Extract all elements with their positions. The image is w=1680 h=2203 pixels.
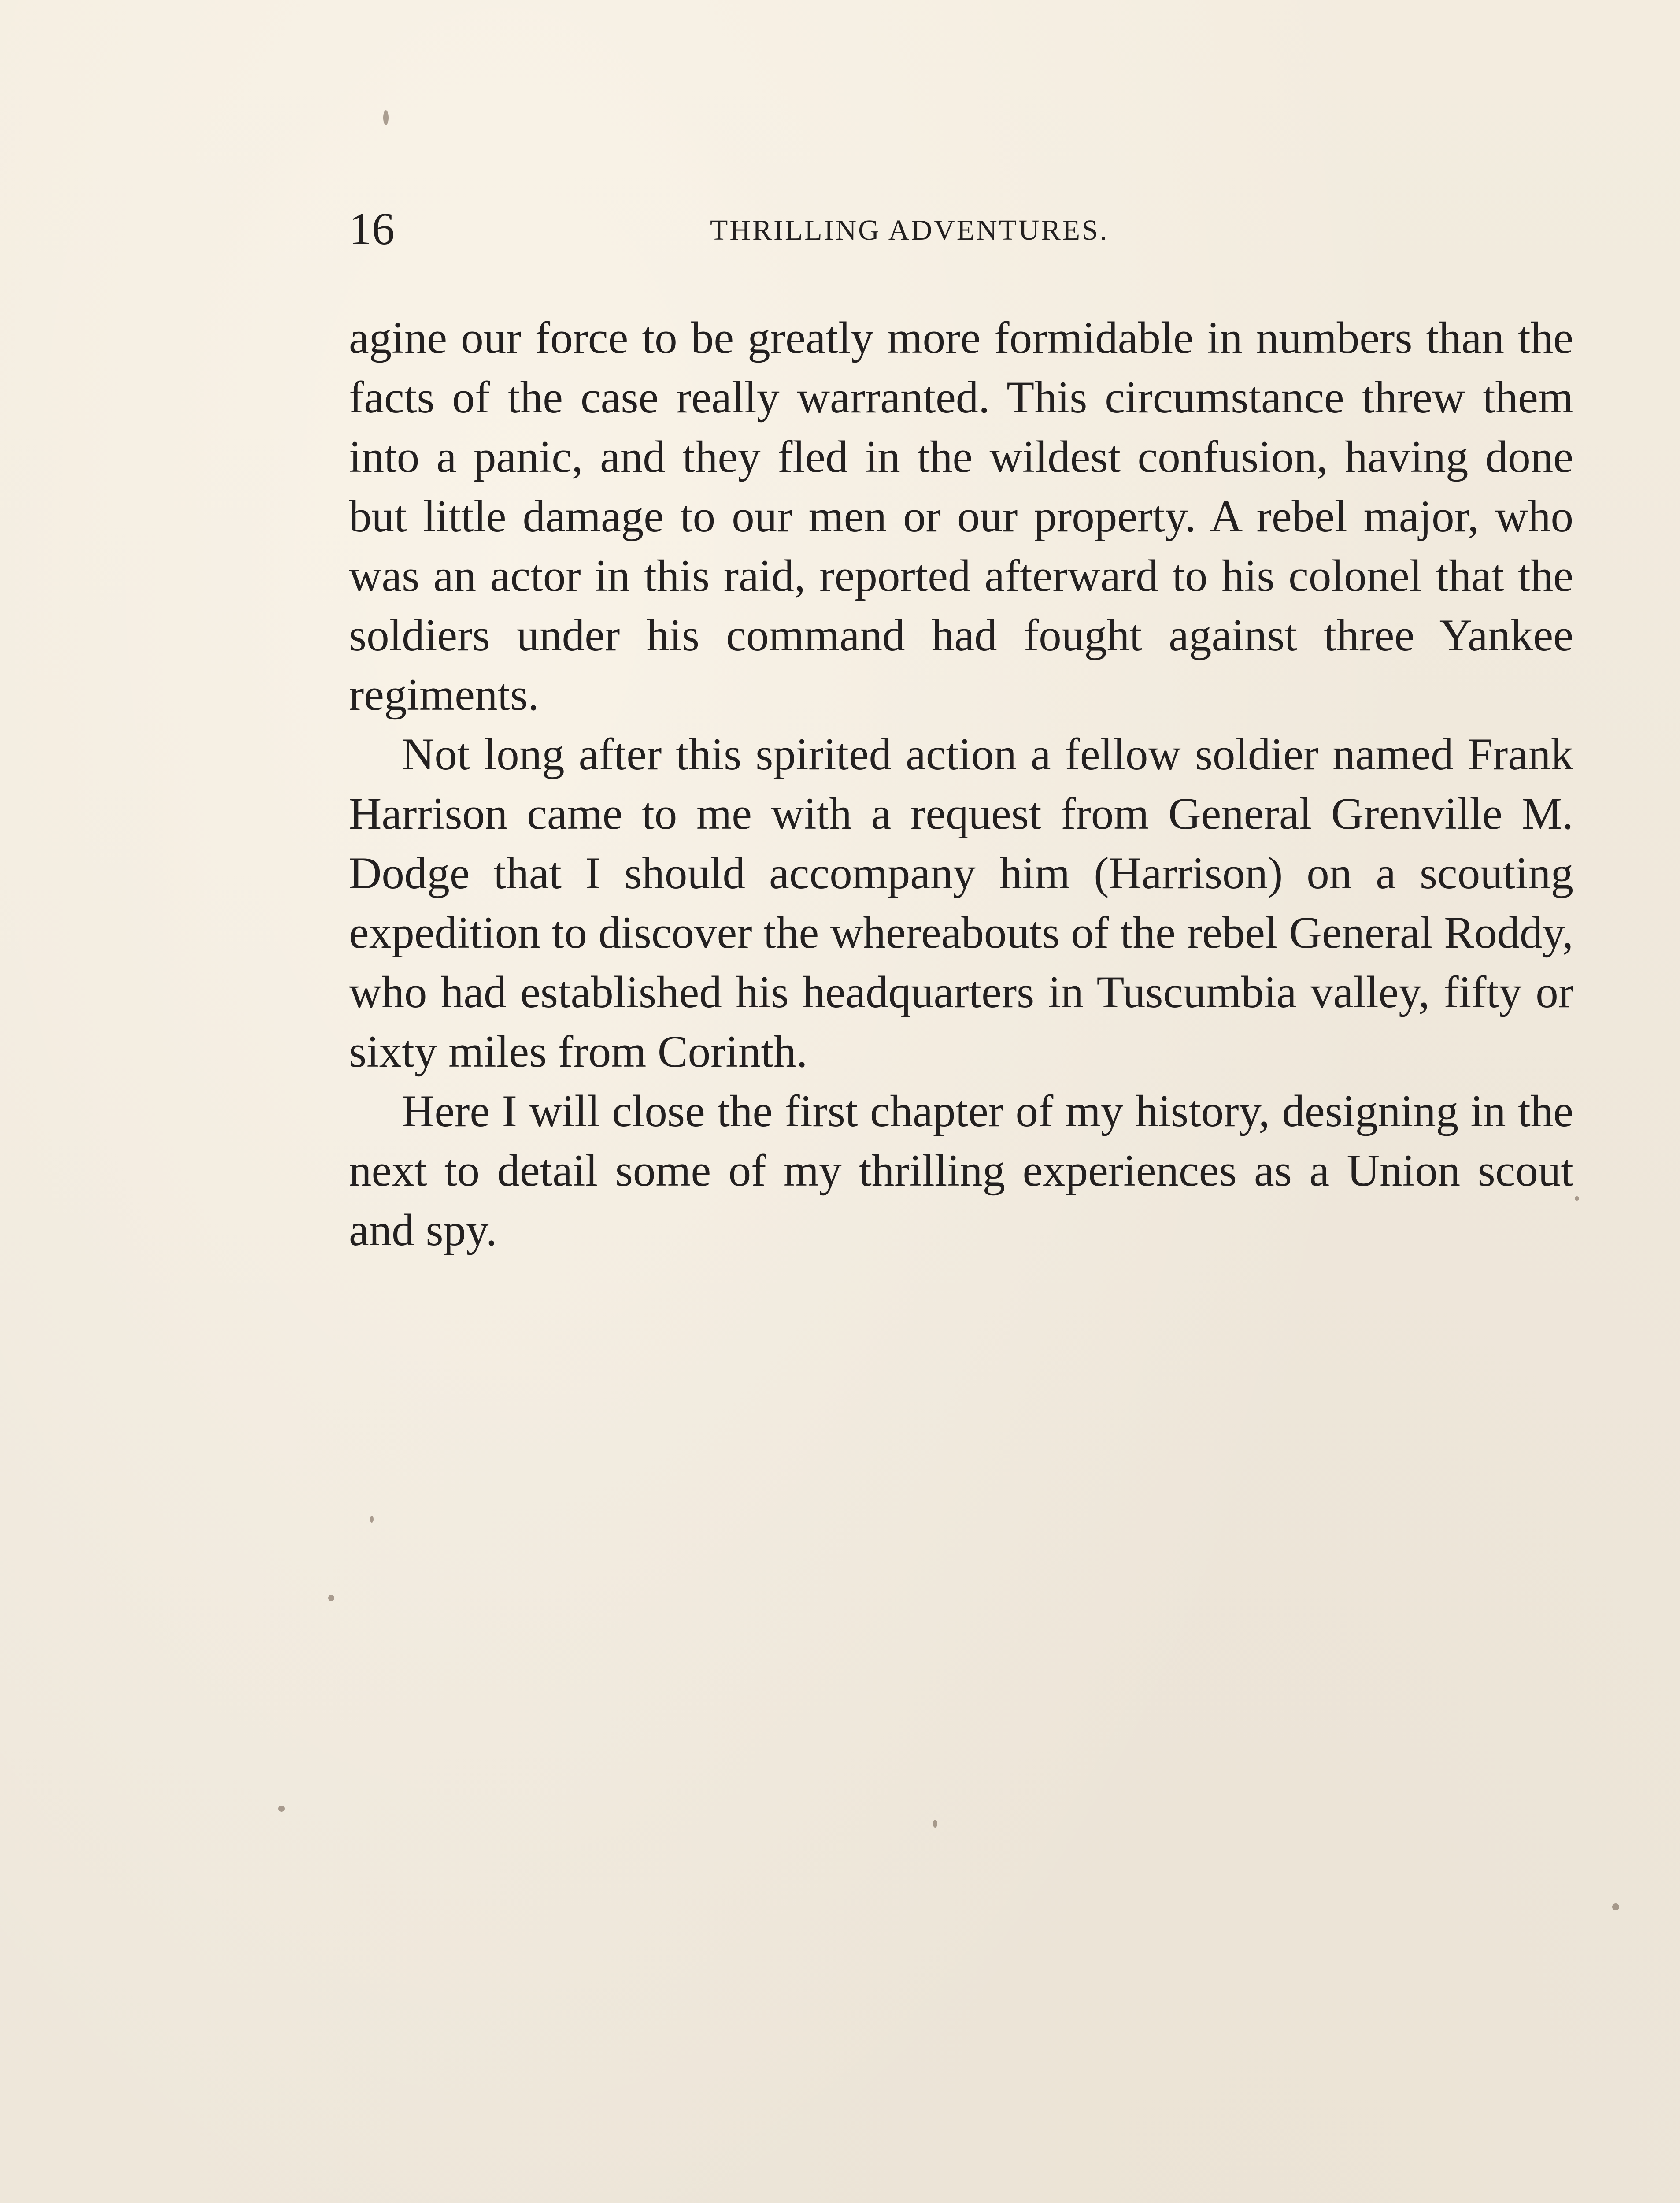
paper-speck [328, 1595, 334, 1601]
paper-speck [278, 1806, 285, 1812]
paragraph-1: agine our force to be greatly more formidable in numbers than the facts of the case really warranted. This circumstance threw them into a panic, and they fled in the wildest confusion, having done but little damage to our men or our property. A rebel major, who was an actor in this raid, reported afterward to his colonel that the soldiers under his command had fought against three Yankee regiments. [349, 313, 1573, 720]
paragraph-2: Not long after this spirited action a fellow soldier named Frank Harrison came to me with a request from General Grenville M. Dodge that I should accompany him (Harrison) on a scouting expedition to discover the whereabouts of the rebel General Roddy, who had established his headquarters in Tuscumbia valley, fifty or sixty miles from Corinth. [349, 729, 1573, 1077]
page-number: 16 [349, 204, 395, 254]
paragraph-3: Here I will close the first chapter of my history, designing in the next to detail some of my thrilling experiences as a Union scout and spy. [349, 1086, 1573, 1255]
running-head: THRILLING ADVENTURES. [710, 214, 1109, 246]
body-text [349, 308, 1573, 1260]
paper-speck [933, 1820, 937, 1828]
paper-speck [383, 110, 389, 125]
paper-speck [370, 1516, 374, 1523]
paper-speck [1612, 1903, 1619, 1910]
paper-speck [1575, 1196, 1579, 1201]
page-header [349, 194, 1573, 260]
